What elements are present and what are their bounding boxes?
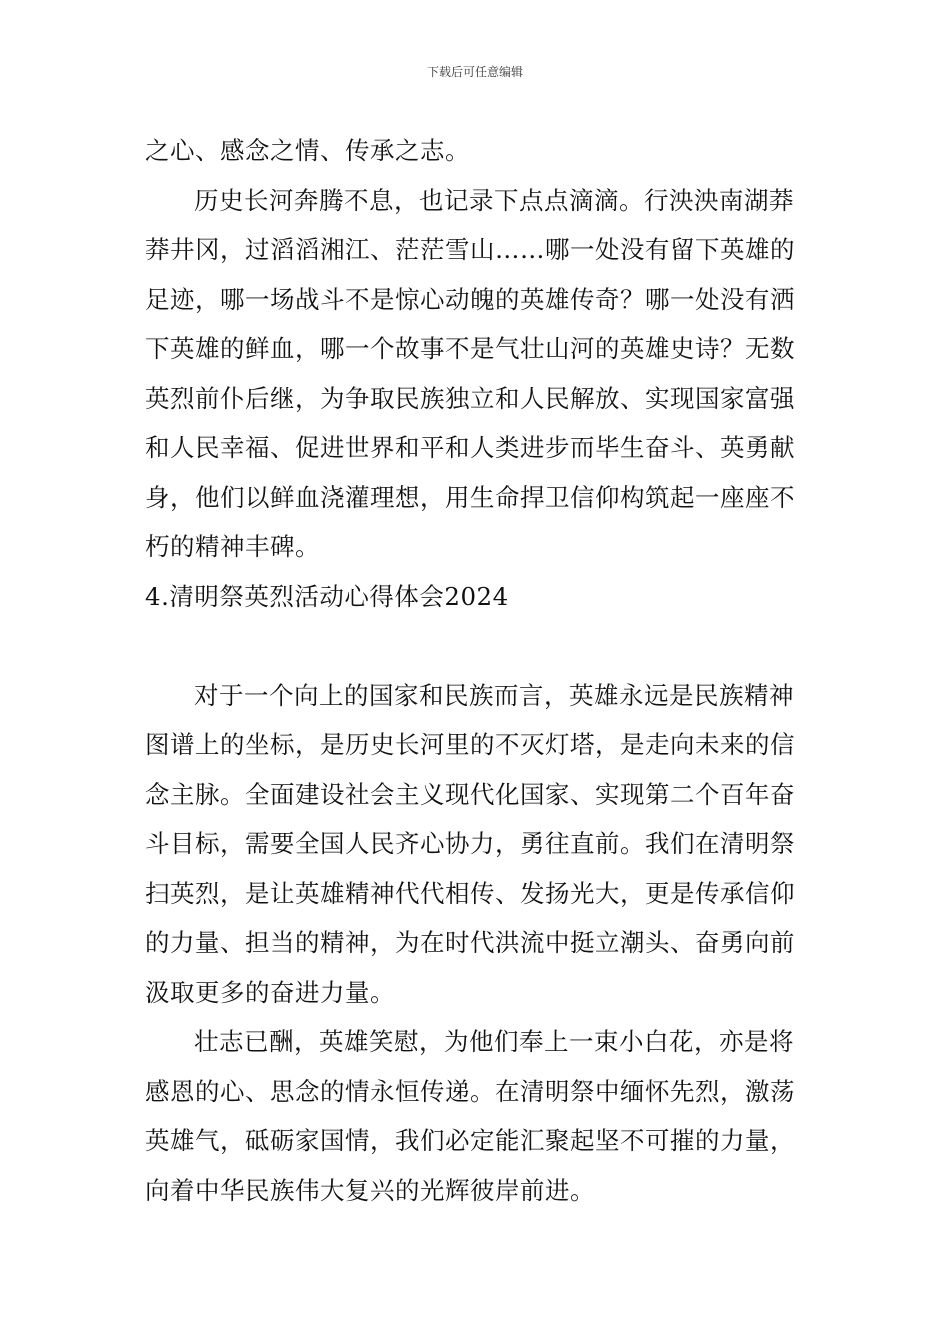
paragraph-history: 历史长河奔腾不息，也记录下点点滴滴。行泱泱南湖莽莽井冈，过滔滔湘江、茫茫雪山……哪一处没有留下英雄的足迹，哪一场战斗不是惊心动魄的英雄传奇？哪一处没有洒下英雄的鲜血，哪一个故事不是气壮山河的英雄史诗？无数英烈前仆后继，为争取民族独立和人民解放、实现国家富强和人民幸福、促进世界和平和人类进步而毕生奋斗、英勇献身，他们以鲜血浇灌理想，用生命捍卫信仰构筑起一座座不朽的精神丰碑。 [145, 185, 795, 561]
blank-line [145, 621, 810, 671]
paragraph-nation: 对于一个向上的国家和民族而言，英雄永远是民族精神图谱上的坐标，是历史长河里的不灭灯塔，是走向未来的信念主脉。全面建设社会主义现代化国家、实现第二个百年奋斗目标，需要全国人民齐心协力，勇往直前。我们在清明祭扫英烈，是让英雄精神代代相传、发扬光大，更是传承信仰的力量、担当的精神，为在时代洪流中挺立潮头、奋勇向前汲取更多的奋进力量。 [145, 680, 795, 1007]
page-header-note: 下载后可任意编辑 [426, 65, 523, 79]
section-heading: 4.清明祭英烈活动心得体会2024 [145, 581, 509, 611]
paragraph-tribute: 壮志已酬，英雄笑慰，为他们奉上一束小白花，亦是将感恩的心、思念的情永恒传递。在清明祭中缅怀先烈，激荡英雄气，砥砺家国情，我们必定能汇聚起坚不可摧的力量，向着中华民族伟大复兴的光辉彼岸前进。 [145, 1027, 795, 1205]
paragraph-continuation: 之心、感念之情、传承之志。 [145, 136, 470, 165]
document-body [145, 126, 810, 1215]
